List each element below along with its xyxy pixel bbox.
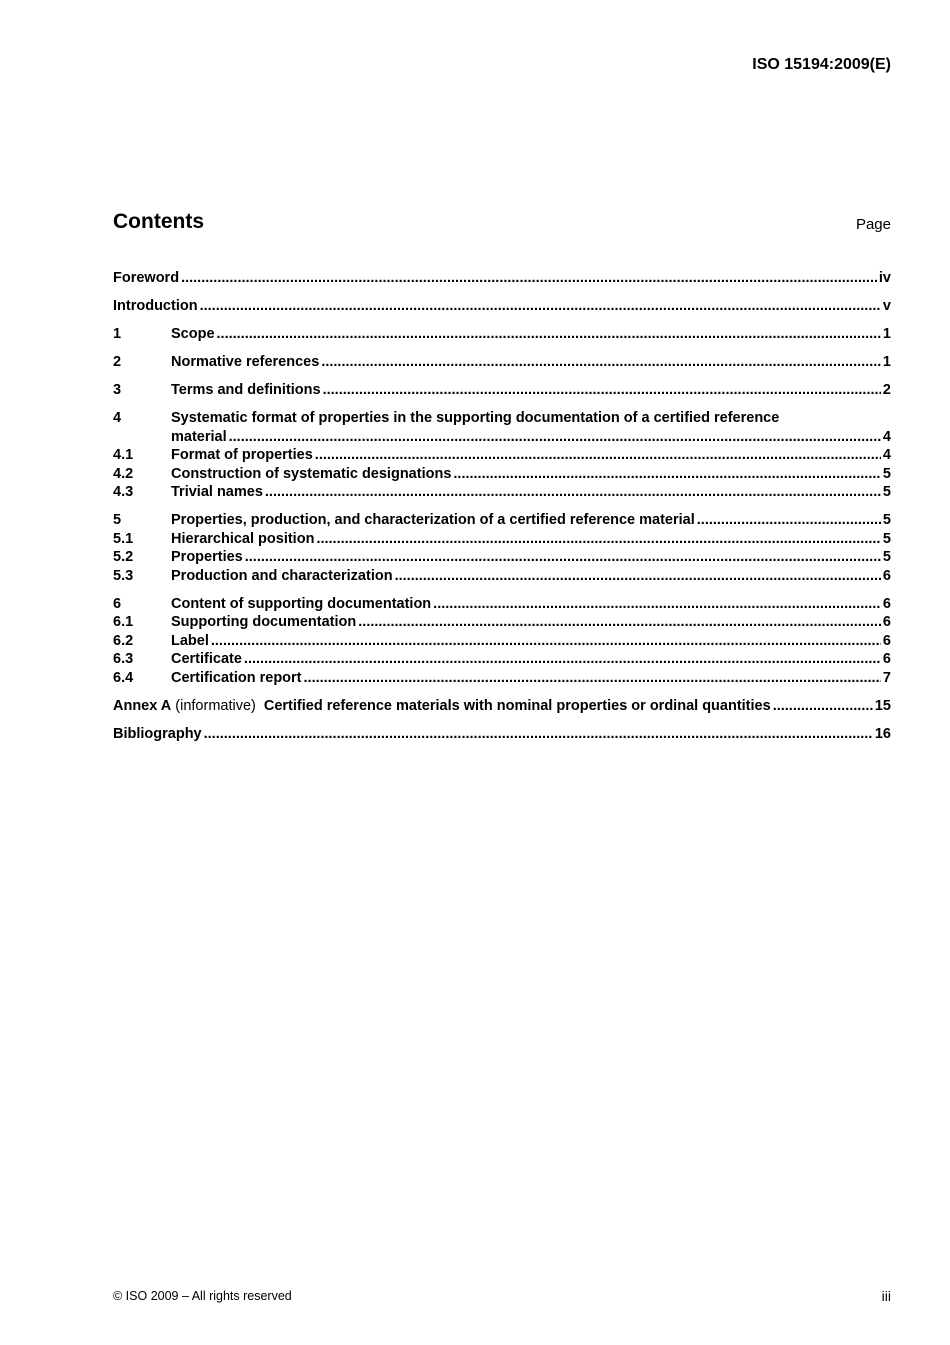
toc-entry-hierarchical-position[interactable] — [113, 530, 891, 549]
toc-entry-title: Content of supporting documentation — [171, 595, 432, 612]
toc-entry-page: 4 — [882, 447, 891, 463]
toc-entry-title: Certification report — [171, 669, 302, 686]
toc-entry-trivial-names[interactable] — [113, 483, 891, 502]
toc-entry-foreword[interactable] — [113, 269, 891, 288]
toc-entry-number: 2 — [113, 354, 122, 370]
footer-page-number: iii — [881, 1288, 891, 1304]
toc-entry-introduction[interactable] — [113, 297, 891, 316]
toc-entry-page: iv — [878, 270, 891, 286]
toc-entry-number: 4 — [113, 410, 122, 426]
toc-entry-title: Certified reference materials with nominal properties or ordinal quantities — [263, 697, 771, 714]
toc-entry-page: 6 — [882, 651, 891, 667]
toc-entry-title: Bibliography — [113, 725, 202, 742]
toc-entry-page: v — [882, 298, 891, 314]
toc-leader-dots — [697, 511, 881, 530]
toc-leader-dots — [433, 595, 881, 614]
toc-entry-page: 5 — [882, 549, 891, 565]
toc-entry-number: 4.1 — [113, 447, 134, 463]
toc-entry-title: Label — [171, 632, 209, 649]
page-column-label: Page — [855, 216, 891, 233]
toc-entry-construction-designations[interactable] — [113, 465, 891, 484]
toc-leader-dots — [316, 530, 880, 549]
toc-leader-dots — [453, 465, 881, 484]
toc-entry-page: 5 — [882, 512, 891, 528]
toc-leader-dots — [265, 483, 881, 502]
toc-entry-supporting-documentation[interactable] — [113, 613, 891, 632]
toc-entry-certificate[interactable] — [113, 650, 891, 669]
toc-leader-dots — [200, 297, 881, 316]
toc-entry-page: 7 — [882, 669, 891, 686]
toc-leader-dots — [358, 613, 881, 632]
toc-leader-dots — [773, 697, 873, 716]
toc-entry-certification-report[interactable] — [113, 669, 891, 688]
toc-entry-page: 6 — [882, 595, 891, 612]
toc-leader-dots — [204, 725, 873, 744]
toc-entry-title: Construction of systematic designations — [171, 465, 452, 482]
toc-entry-title: Foreword — [113, 270, 180, 286]
toc-entry-title: Production and characterization — [171, 567, 393, 584]
table-of-contents — [113, 269, 891, 743]
toc-entry-number: 6.1 — [113, 614, 134, 630]
toc-entry-title: Properties, production, and characterization of a certified reference material — [171, 512, 695, 528]
document-id: ISO 15194:2009(E) — [752, 56, 891, 73]
toc-entry-page: 6 — [882, 614, 891, 630]
toc-entry-title: Introduction — [113, 298, 198, 314]
contents-title: Contents — [113, 210, 204, 233]
toc-leader-dots — [245, 548, 881, 567]
toc-entry-page: 6 — [882, 567, 891, 584]
toc-entry-page: 6 — [882, 632, 891, 649]
toc-entry-page: 4 — [882, 428, 891, 445]
toc-entry-number: 4.2 — [113, 465, 134, 482]
toc-entry-title: Normative references — [171, 354, 320, 370]
toc-entry-number: 6.2 — [113, 632, 134, 649]
toc-leader-dots — [321, 353, 881, 372]
toc-annex-tag: (informative) — [175, 697, 256, 714]
toc-entry-title: Properties — [171, 549, 243, 565]
toc-entry-title: Certificate — [171, 651, 242, 667]
toc-entry-label[interactable] — [113, 632, 891, 651]
toc-entry-title: Format of properties — [171, 447, 313, 463]
toc-entry-title: Hierarchical position — [171, 530, 315, 547]
toc-leader-dots — [323, 381, 881, 400]
toc-entry-number: 6.3 — [113, 651, 134, 667]
toc-entry-systematic-format[interactable] — [113, 409, 891, 446]
toc-entry-page: 1 — [882, 354, 891, 370]
footer-copyright: © ISO 2009 – All rights reserved — [113, 1289, 292, 1303]
toc-entry-format-of-properties[interactable] — [113, 446, 891, 465]
toc-entry-bibliography[interactable] — [113, 725, 891, 744]
toc-leader-dots — [304, 669, 881, 688]
toc-entry-page: 2 — [882, 382, 891, 398]
toc-entry-properties[interactable] — [113, 548, 891, 567]
toc-leader-dots — [229, 428, 881, 447]
toc-entry-number: 4.3 — [113, 484, 134, 500]
toc-entry-page: 15 — [874, 697, 891, 714]
toc-annex-label: Annex A — [113, 697, 172, 714]
toc-entry-title: Supporting documentation — [171, 614, 357, 630]
toc-leader-dots — [217, 325, 881, 344]
toc-entry-production-characterization[interactable] — [113, 567, 891, 586]
toc-entry-page: 1 — [882, 326, 891, 342]
toc-entry-title-continued: material — [171, 428, 227, 445]
toc-entry-title: Scope — [171, 326, 215, 342]
toc-entry-number: 5.1 — [113, 530, 134, 547]
toc-entry-title: Systematic format of properties in the supporting documentation of a certified reference — [171, 410, 780, 426]
toc-entry-number: 6.4 — [113, 669, 134, 686]
toc-entry-number: 3 — [113, 382, 122, 398]
toc-entry-title: Trivial names — [171, 484, 263, 500]
toc-entry-number: 5.3 — [113, 567, 134, 584]
toc-leader-dots — [395, 567, 881, 586]
toc-entry-title: Terms and definitions — [171, 382, 321, 398]
toc-leader-dots — [244, 650, 881, 669]
toc-entry-page: 16 — [874, 725, 891, 742]
toc-entry-page: 5 — [882, 484, 891, 500]
toc-entry-properties-production[interactable] — [113, 511, 891, 530]
toc-entry-scope[interactable] — [113, 325, 891, 344]
toc-entry-number: 6 — [113, 595, 122, 612]
toc-entry-number: 1 — [113, 326, 122, 342]
toc-entry-annex-a[interactable] — [113, 697, 891, 716]
toc-entry-terms-and-definitions[interactable] — [113, 381, 891, 400]
toc-entry-page: 5 — [882, 465, 891, 482]
toc-entry-number: 5 — [113, 512, 122, 528]
toc-entry-content-supporting-documentation[interactable] — [113, 595, 891, 614]
toc-leader-dots — [211, 632, 881, 651]
toc-entry-normative-references[interactable] — [113, 353, 891, 372]
toc-leader-dots — [315, 446, 881, 465]
toc-leader-dots — [181, 269, 877, 288]
toc-entry-number: 5.2 — [113, 549, 134, 565]
toc-entry-page: 5 — [882, 530, 891, 547]
